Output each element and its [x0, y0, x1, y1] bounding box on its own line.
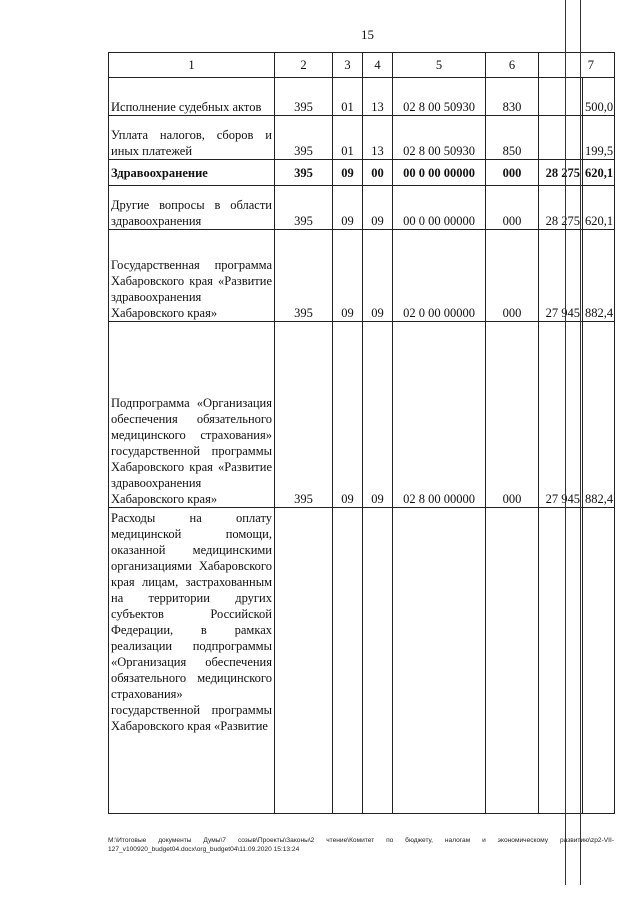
header-cell: 6 [486, 53, 539, 78]
table-row [109, 322, 615, 508]
cell-c3: 09 [333, 322, 363, 508]
cell-amount-thousands: 27 945 [539, 230, 583, 322]
table-row [109, 160, 615, 186]
cell-c6: 000 [486, 230, 539, 322]
footer-line: 127_v100920_budget04.docx\org_budget04\11.09.2020 15:13:24 [108, 846, 300, 853]
cell-c3: 01 [333, 78, 363, 116]
table-row [109, 116, 615, 160]
cell-c5: 02 0 00 00000 [393, 230, 486, 322]
cell-amount-rest: 620,1 [583, 186, 615, 230]
row-name: Здравоохранение [109, 160, 275, 186]
cell-amount-rest: 199,5 [583, 116, 615, 160]
cell-c3: 01 [333, 116, 363, 160]
cell-c2: 395 [275, 230, 333, 322]
scan-margin-line [565, 0, 566, 885]
cell-amount-rest: 882,4 [583, 230, 615, 322]
budget-table [108, 52, 615, 814]
row-name: Уплата налогов, сборов и иных платежей [109, 116, 275, 160]
cell-c6 [486, 508, 539, 814]
row-name: Государственная программа Хабаровского края «Развитие здравоохранения Хабаровского края» [109, 230, 275, 322]
cell-c5 [393, 508, 486, 814]
cell-c4: 13 [363, 116, 393, 160]
cell-c2 [275, 508, 333, 814]
cell-c6: 850 [486, 116, 539, 160]
cell-c2: 395 [275, 160, 333, 186]
cell-c4: 09 [363, 186, 393, 230]
cell-c4: 00 [363, 160, 393, 186]
cell-c2: 395 [275, 322, 333, 508]
cell-amount-thousands [539, 116, 583, 160]
cell-c3 [333, 508, 363, 814]
cell-c6: 000 [486, 160, 539, 186]
cell-amount-rest: 620,1 [583, 160, 615, 186]
cell-amount-rest: 500,0 [583, 78, 615, 116]
header-cell: 7 [539, 53, 615, 78]
scan-margin-line [580, 0, 581, 885]
cell-c3: 09 [333, 186, 363, 230]
cell-c6: 000 [486, 322, 539, 508]
cell-c4: 09 [363, 322, 393, 508]
cell-c6: 830 [486, 78, 539, 116]
cell-c5: 02 8 00 50930 [393, 78, 486, 116]
cell-amount-rest [583, 508, 615, 814]
cell-c2: 395 [275, 186, 333, 230]
cell-c3: 09 [333, 230, 363, 322]
file-path-footer [108, 836, 614, 854]
cell-amount-thousands [539, 78, 583, 116]
cell-c5: 00 0 00 00000 [393, 160, 486, 186]
row-name: Подпрограмма «Организация обеспечения обязательного медицинского страхования» государственной программы Хабаровского края «Развитие здравоохранения Хабаровского края» [109, 322, 275, 508]
footer-line: M:\Итоговые документы Думы\7 созыв\Проекты\Законы\2 чтение\Комитет по бюджету, налогам и экономическому развитию\zp2-VII- [108, 837, 614, 844]
page-number: 15 [361, 27, 374, 42]
cell-amount-thousands [539, 508, 583, 814]
cell-c3: 09 [333, 160, 363, 186]
row-name: Другие вопросы в области здравоохранения [109, 186, 275, 230]
header-cell: 3 [333, 53, 363, 78]
cell-amount-thousands: 27 945 [539, 322, 583, 508]
header-row [109, 53, 615, 78]
cell-amount-thousands: 28 275 [539, 186, 583, 230]
table-row [109, 508, 615, 814]
table-row [109, 78, 615, 116]
cell-c6: 000 [486, 186, 539, 230]
cell-c2: 395 [275, 78, 333, 116]
header-cell: 4 [363, 53, 393, 78]
cell-c4 [363, 508, 393, 814]
cell-c5: 00 0 00 00000 [393, 186, 486, 230]
cell-c5: 02 8 00 00000 [393, 322, 486, 508]
header-cell: 5 [393, 53, 486, 78]
table-row [109, 230, 615, 322]
cell-c4: 09 [363, 230, 393, 322]
header-cell: 2 [275, 53, 333, 78]
cell-amount-rest: 882,4 [583, 322, 615, 508]
row-name: Исполнение судебных актов [109, 78, 275, 116]
table-row [109, 186, 615, 230]
header-cell: 1 [109, 53, 275, 78]
cell-c5: 02 8 00 50930 [393, 116, 486, 160]
cell-c2: 395 [275, 116, 333, 160]
row-name: Расходы на оплату медицинской помощи, оказанной медицинскими организациями Хабаровского края лицам, застрахованным на территории других субъектов Российской Федерации, в рамках реализации подпрограммы «Организация обеспечения обязательного медицинского страхования» государственной программы Хабаровского края «Развитие [109, 508, 275, 814]
cell-amount-thousands: 28 275 [539, 160, 583, 186]
cell-c4: 13 [363, 78, 393, 116]
